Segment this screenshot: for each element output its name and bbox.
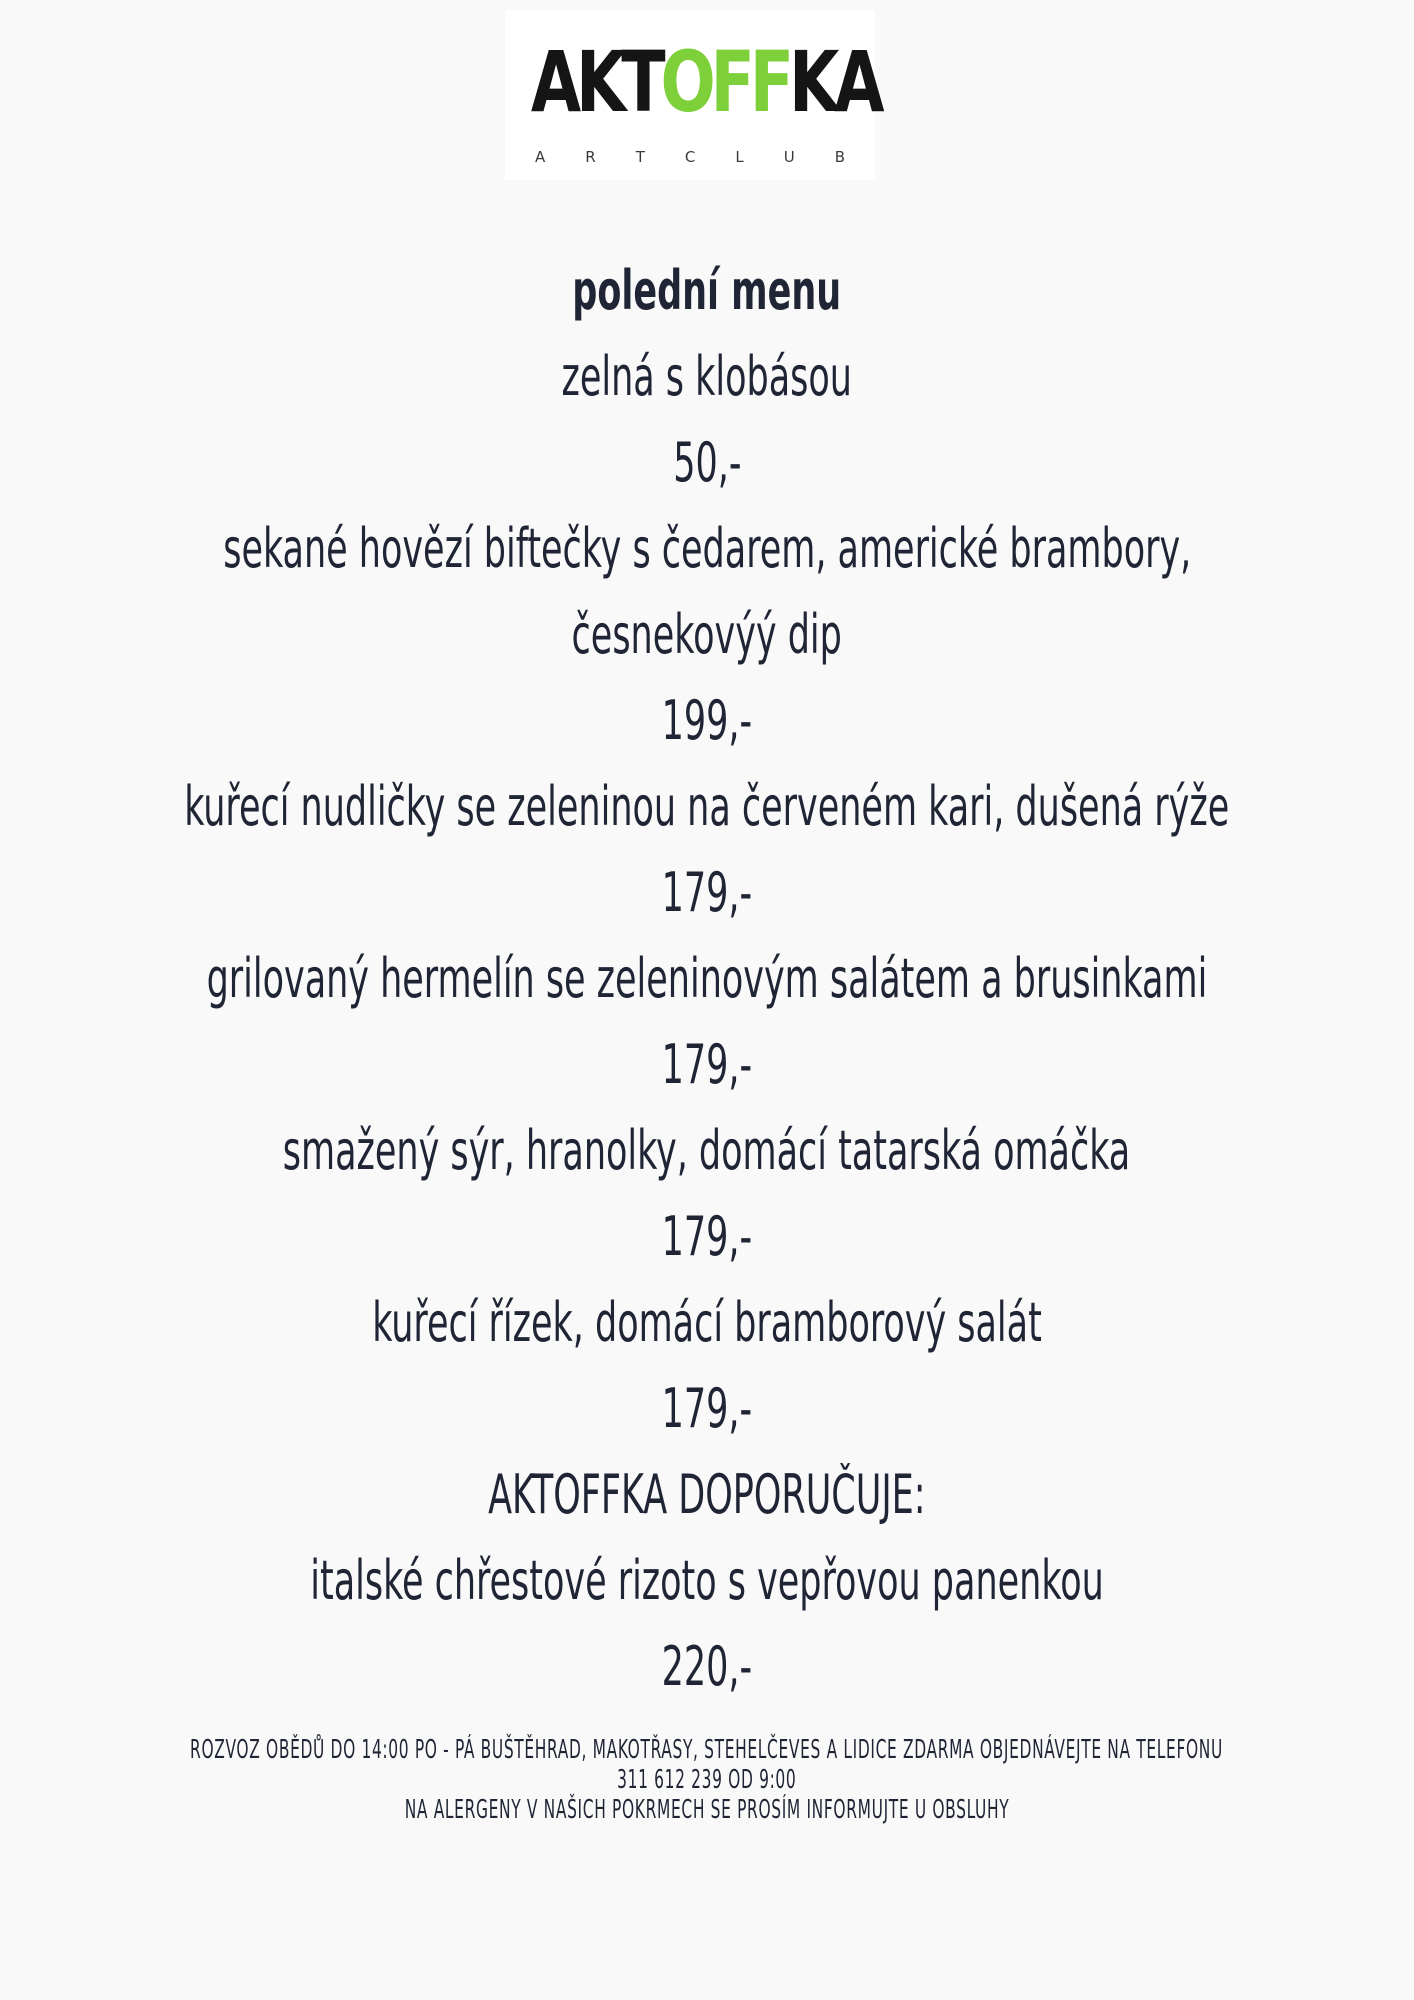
allergen-note-text: NA ALERGENY V NAŠICH POKRMECH SE PROSÍM INFORMUJTE U OBSLUHY (404, 1795, 1010, 1825)
menu-line-text: 179,- (661, 1033, 753, 1096)
menu-item-price (0, 420, 1414, 506)
logo-sub-letter: C (684, 148, 696, 166)
menu-item-price (0, 1624, 1414, 1710)
menu-title (0, 248, 1414, 334)
menu-line-text: grilovaný hermelín se zeleninovým salátem a brusinkami (206, 947, 1208, 1010)
aktoffka-logo (505, 10, 880, 180)
phone-note (0, 1765, 1414, 1795)
logo-wordmark (530, 33, 880, 131)
menu-line-text: 50,- (672, 431, 742, 494)
lunch-menu (0, 248, 1414, 1710)
logo-word-part2: OFF (660, 33, 790, 131)
menu-item-name (0, 1538, 1414, 1624)
logo-sub-letter: T (635, 148, 645, 166)
logo-sub-letter: B (834, 148, 845, 166)
menu-line-text: 179,- (661, 1377, 753, 1440)
menu-line-text: AKTOFFKA DOPORUČUJE: (488, 1463, 926, 1526)
menu-line-text: 199,- (661, 689, 753, 752)
logo-word-part3: KA (789, 33, 880, 131)
menu-item-price (0, 850, 1414, 936)
menu-line-text: 179,- (661, 1205, 753, 1268)
menu-title-text: polední menu (572, 259, 842, 322)
delivery-note-text: ROZVOZ OBĚDŮ DO 14:00 PO - PÁ BUŠTĚHRAD, MAKOTŘASY, STEHELČEVES A LIDICE ZDARMA OBJEDNÁVEJTE NA TELEFONU (190, 1735, 1224, 1765)
menu-item-name (0, 506, 1414, 592)
recommendation-heading (0, 1452, 1414, 1538)
menu-line-text: 179,- (661, 861, 753, 924)
menu-item-price (0, 1022, 1414, 1108)
logo-sub-letter: L (735, 148, 744, 166)
phone-note-text: 311 612 239 OD 9:00 (617, 1765, 797, 1795)
logo-sub-letter: R (585, 148, 596, 166)
menu-item-price (0, 1194, 1414, 1280)
menu-line-text: sekané hovězí biftečky s čedarem, americké brambory, (222, 517, 1192, 580)
logo-subtitle (535, 148, 845, 166)
menu-line-text: kuřecí nudličky se zeleninou na červeném kari, dušená rýže (184, 775, 1230, 838)
logo-sub-letter: A (535, 148, 546, 166)
logo-sub-letter: U (783, 148, 795, 166)
menu-item-name (0, 764, 1414, 850)
menu-line-text: česnekovýý dip (571, 603, 843, 666)
menu-item-name (0, 1108, 1414, 1194)
delivery-note (0, 1735, 1414, 1765)
menu-item-name-cont (0, 592, 1414, 678)
menu-item-name (0, 936, 1414, 1022)
menu-item-name (0, 334, 1414, 420)
menu-item-name (0, 1280, 1414, 1366)
allergen-note (0, 1795, 1414, 1825)
menu-item-price (0, 678, 1414, 764)
menu-line-text: kuřecí řízek, domácí bramborový salát (372, 1291, 1042, 1354)
menu-item-price (0, 1366, 1414, 1452)
menu-line-text: 220,- (661, 1635, 753, 1698)
menu-line-text: zelná s klobásou (561, 345, 853, 408)
menu-line-text: smažený sýr, hranolky, domácí tatarská omáčka (283, 1119, 1131, 1182)
footer-notes (0, 1735, 1414, 1825)
logo-word-part1: AKT (530, 33, 661, 131)
menu-line-text: italské chřestové rizoto s vepřovou panenkou (310, 1549, 1104, 1612)
